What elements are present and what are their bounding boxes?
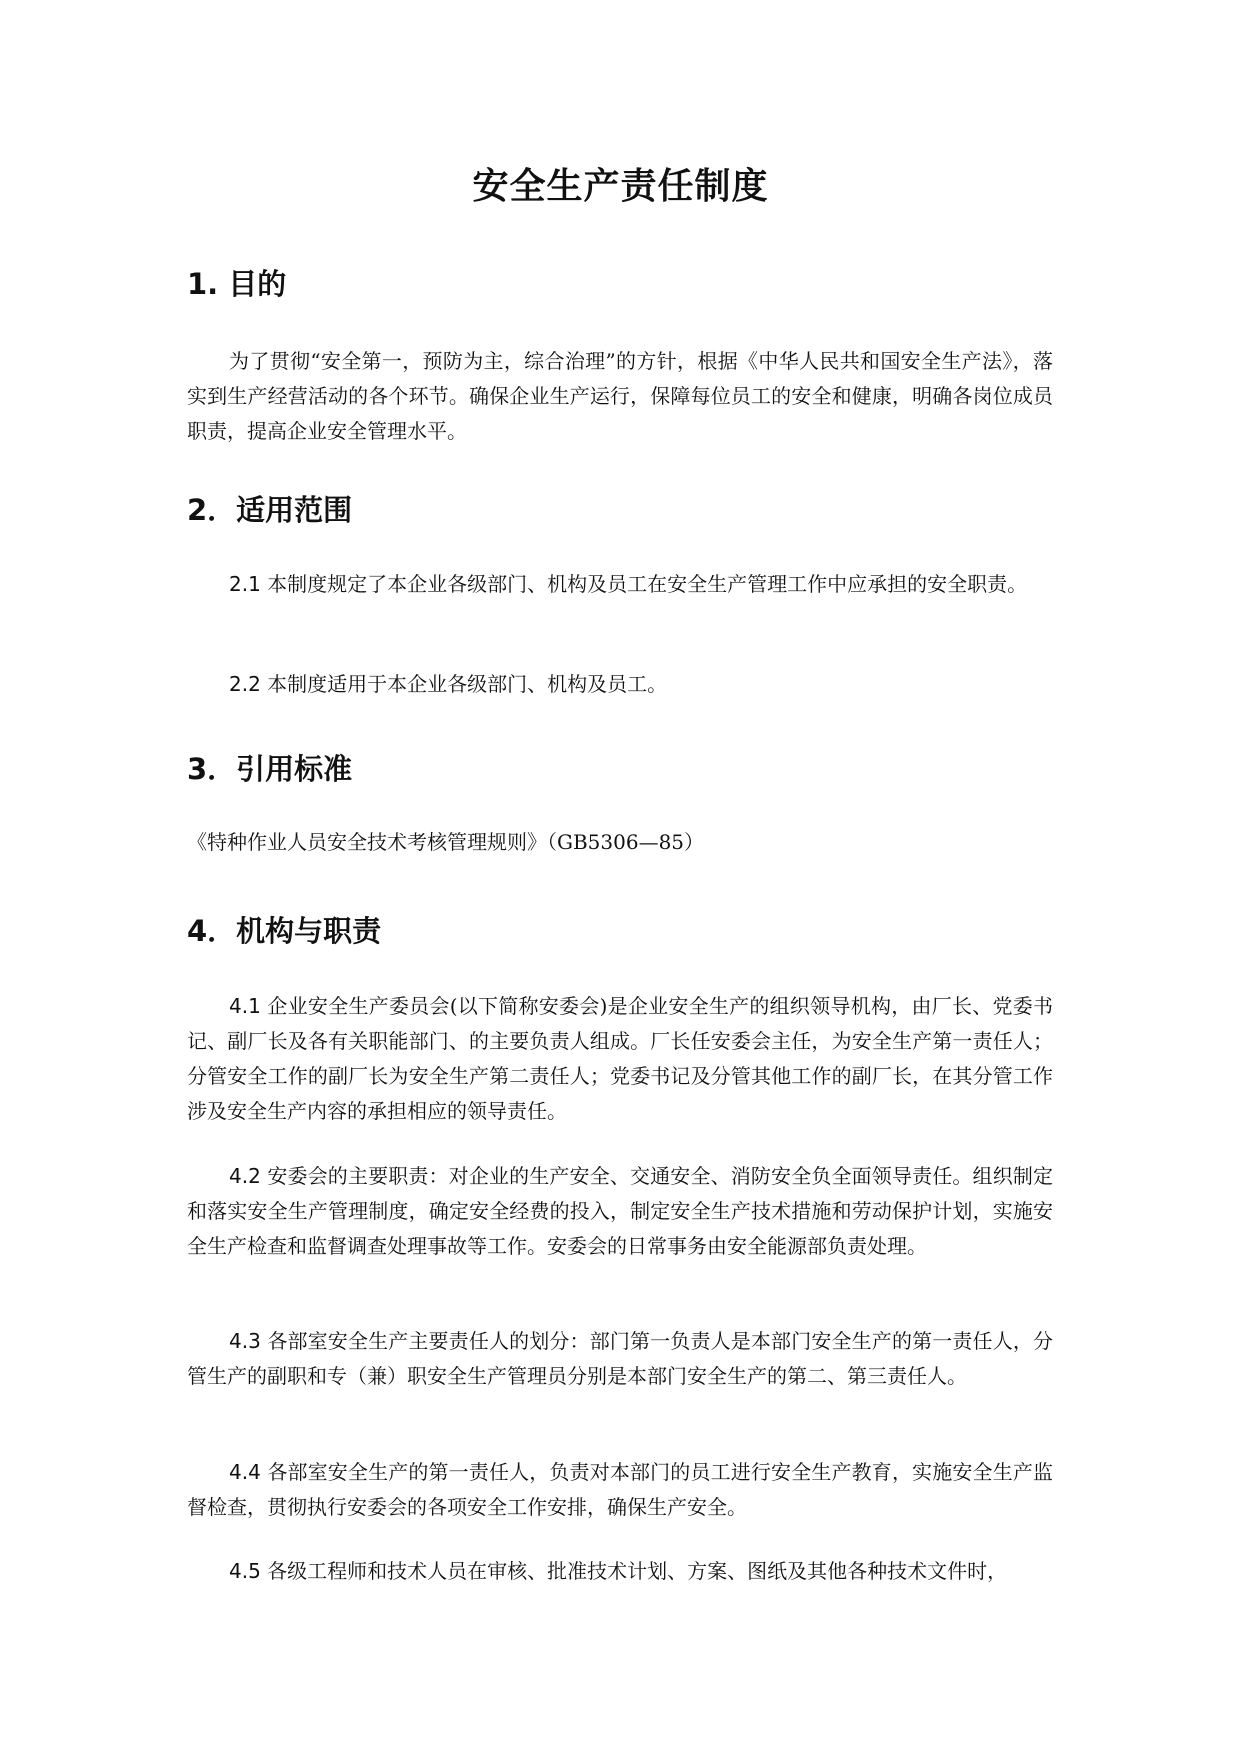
clause-number: 4.5 [229, 1559, 261, 1583]
section-heading-organization: 4．机构与职责 [187, 914, 382, 948]
paragraph [187, 1159, 1053, 1264]
clause-number: 2.1 [229, 572, 261, 596]
paragraph [187, 825, 1053, 860]
paragraph-text: 《特种作业人员安全技术考核管理规则》（GB5306—85） [187, 830, 705, 854]
paragraph [187, 1324, 1053, 1394]
paragraph-text: 各级工程师和技术人员在审核、批准技术计划、方案、图纸及其他各种技术文件时， [260, 1559, 1008, 1583]
section-heading-purpose: 1. 目的 [187, 267, 287, 301]
clause-number: 4.2 [229, 1164, 261, 1188]
clause-number: 4.1 [229, 994, 261, 1018]
clause-number: 4.4 [229, 1460, 261, 1484]
paragraph-text: 各部室安全生产主要责任人的划分：部门第一负责人是本部门安全生产的第一责任人，分管生产的副职和专（兼）职安全生产管理员分别是本部门安全生产的第二、第三责任人。 [187, 1329, 1053, 1388]
paragraph-text: 本制度规定了本企业各级部门、机构及员工在安全生产管理工作中应承担的安全职责。 [260, 572, 1028, 596]
paragraph-text: 本制度适用于本企业各级部门、机构及员工。 [260, 672, 668, 696]
document-title: 安全生产责任制度 [472, 165, 769, 207]
paragraph [187, 1455, 1053, 1525]
paragraph [187, 989, 1053, 1129]
section-heading-scope: 2．适用范围 [187, 493, 353, 527]
paragraph [187, 667, 1053, 702]
paragraph [187, 1554, 1053, 1589]
paragraph-text: 为了贯彻“安全第一，预防为主，综合治理”的方针，根据《中华人民共和国安全生产法》，落实到生产经营活动的各个环节。确保企业生产运行，保障每位员工的安全和健康，明确各岗位成员职责，提高企业安全管理水平。 [187, 349, 1053, 443]
paragraph-text: 各部室安全生产的第一责任人，负责对本部门的员工进行安全生产教育，实施安全生产监督检查，贯彻执行安委会的各项安全工作安排，确保生产安全。 [187, 1460, 1053, 1519]
paragraph [187, 344, 1053, 449]
clause-number: 4.3 [229, 1329, 261, 1353]
paragraph-text: 安委会的主要职责：对企业的生产安全、交通安全、消防安全负全面领导责任。组织制定和落实安全生产管理制度，确定安全经费的投入，制定安全生产技术措施和劳动保护计划，实施安全生产检查和监督调查处理事故等工作。安委会的日常事务由安全能源部负责处理。 [187, 1164, 1053, 1258]
section-heading-references: 3．引用标准 [187, 752, 353, 786]
paragraph [187, 567, 1053, 602]
paragraph-text: 企业安全生产委员会(以下简称安委会)是企业安全生产的组织领导机构，由厂长、党委书记、副厂长及各有关职能部门、的主要负责人组成。厂长任安委会主任，为安全生产第一责任人；分管安全工作的副厂长为安全生产第二责任人；党委书记及分管其他工作的副厂长，在其分管工作涉及安全生产内容的承担相应的领导责任。 [187, 994, 1053, 1123]
clause-number: 2.2 [229, 672, 261, 696]
